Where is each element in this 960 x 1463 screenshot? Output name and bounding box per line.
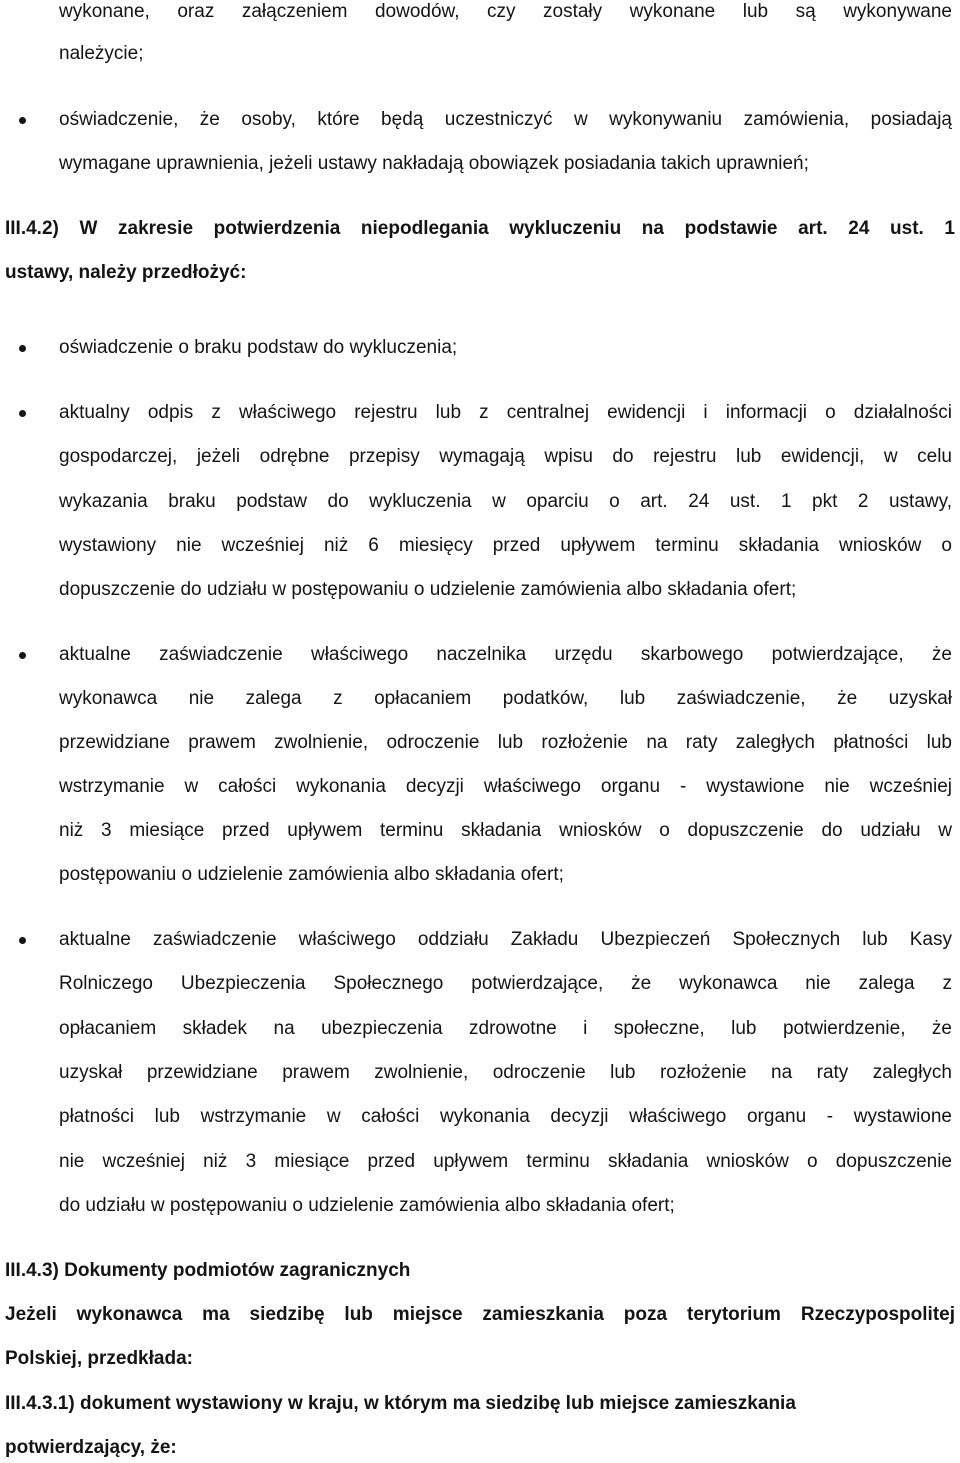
bullet-text-line: wymagane uprawnienia, jeżeli ustawy nakładają obowiązek posiadania takich uprawnień;	[59, 153, 809, 174]
bullet-text-line: aktualny odpis z właściwego rejestru lub z centralnej ewidencji i informacji o działalności	[59, 402, 952, 423]
bullet-text-line: postępowaniu o udzielenie zamówienia albo składania ofert;	[59, 864, 564, 885]
bullet-icon	[19, 410, 26, 417]
bullet-text-line: wystawiony nie wcześniej niż 6 miesięcy przed upływem terminu składania wniosków o	[59, 535, 952, 556]
subsection-heading: potwierdzający, że:	[5, 1437, 177, 1458]
bullet-text-line: przewidziane prawem zwolnienie, odroczenie lub rozłożenie na raty zaległych płatności lub	[59, 732, 952, 753]
section-heading: III.4.3) Dokumenty podmiotów zagranicznych	[5, 1260, 411, 1281]
bullet-text-line: oświadczenie, że osoby, które będą uczestniczyć w wykonywaniu zamówienia, posiadają	[59, 109, 952, 130]
bullet-text-line: gospodarczej, jeżeli odrębne przepisy wymagają wpisu do rejestru lub ewidencji, w celu	[59, 446, 952, 467]
bullet-text-line: płatności lub wstrzymanie w całości wykonania decyzji właściwego organu - wystawione	[59, 1106, 952, 1127]
bullet-text-line: niż 3 miesiące przed upływem terminu składania wniosków o dopuszczenie do udziału w	[59, 820, 952, 841]
bullet-icon	[19, 937, 26, 944]
bullet-text-line: uzyskał przewidziane prawem zwolnienie, odroczenie lub rozłożenie na raty zaległych	[59, 1062, 952, 1083]
bullet-text-line: dopuszczenie do udziału w postępowaniu o udzielenie zamówienia albo składania ofert;	[59, 579, 797, 600]
bullet-text-line: do udziału w postępowaniu o udzielenie zamówienia albo składania ofert;	[59, 1195, 675, 1216]
bullet-text-line: oświadczenie o braku podstaw do wykluczenia;	[59, 337, 458, 358]
continuation-line: wykonane, oraz załączeniem dowodów, czy zostały wykonane lub są wykonywane	[59, 1, 952, 22]
bullet-icon	[19, 345, 26, 352]
bullet-text-line: wykazania braku podstaw do wykluczenia w oparciu o art. 24 ust. 1 pkt 2 ustawy,	[59, 491, 952, 512]
bullet-icon	[19, 652, 26, 659]
section-intro-line: Polskiej, przedkłada:	[5, 1348, 193, 1369]
bullet-text-line: wykonawca nie zalega z opłacaniem podatków, lub zaświadczenie, że uzyskał	[59, 688, 952, 709]
bullet-text-line: nie wcześniej niż 3 miesiące przed upływem terminu składania wniosków o dopuszczenie	[59, 1151, 952, 1172]
bullet-text-line: opłacaniem składek na ubezpieczenia zdrowotne i społeczne, lub potwierdzenie, że	[59, 1018, 952, 1039]
section-heading: ustawy, należy przedłożyć:	[5, 262, 247, 283]
section-heading: III.4.2) W zakresie potwierdzenia niepodlegania wykluczeniu na podstawie art. 24 ust. 1	[5, 218, 955, 239]
bullet-icon	[19, 117, 26, 124]
bullet-text-line: wstrzymanie w całości wykonania decyzji właściwego organu - wystawione nie wcześniej	[59, 776, 952, 797]
bullet-text-line: Rolniczego Ubezpieczenia Społecznego potwierdzające, że wykonawca nie zalega z	[59, 973, 952, 994]
bullet-text-line: aktualne zaświadczenie właściwego naczelnika urzędu skarbowego potwierdzające, że	[59, 644, 952, 665]
continuation-line: należycie;	[59, 43, 144, 64]
bullet-text-line: aktualne zaświadczenie właściwego oddziału Zakładu Ubezpieczeń Społecznych lub Kasy	[59, 929, 952, 950]
section-intro-line: Jeżeli wykonawca ma siedzibę lub miejsce zamieszkania poza terytorium Rzeczypospolitej	[5, 1304, 955, 1325]
subsection-heading: III.4.3.1) dokument wystawiony w kraju, w którym ma siedzibę lub miejsce zamieszkania	[5, 1393, 796, 1414]
